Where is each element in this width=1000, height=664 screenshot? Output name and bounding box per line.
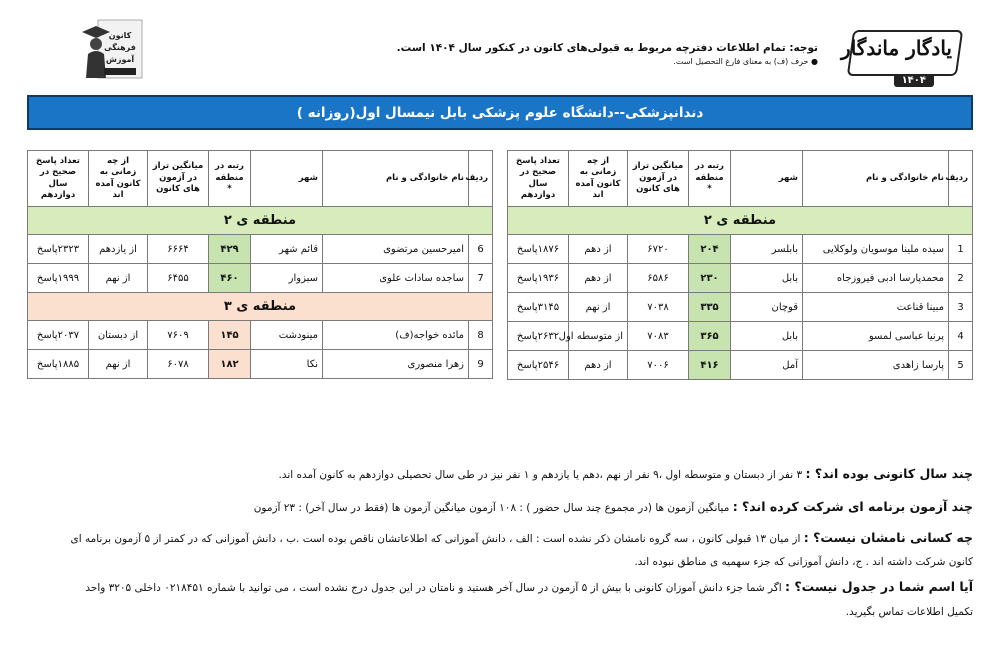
correct-answers: ۱۸۸۵پاسخ: [28, 350, 89, 379]
student-name: پارسا زاهدی: [803, 351, 949, 380]
row-number: 8: [469, 321, 493, 350]
brand-logo-year: ۱۴۰۴: [894, 74, 934, 87]
correct-answers: ۳۱۴۵پاسخ: [508, 293, 569, 322]
joined-since: از دهم: [569, 351, 628, 380]
row-number: 7: [469, 264, 493, 293]
row-number: 5: [949, 351, 973, 380]
info-question: چه کسانی نامشان نیست؟ :: [803, 530, 973, 545]
city: قائم شهر: [251, 235, 323, 264]
correct-answers: ۲۳۲۳پاسخ: [28, 235, 89, 264]
results-table-right: [507, 150, 973, 380]
correct-answers: ۲۶۳۲پاسخ: [508, 322, 569, 351]
kanoon-logo: [80, 18, 150, 80]
row-number: 1: [949, 235, 973, 264]
header-note: توجه: تمام اطلاعات دفترچه مربوط به قبولی‌های کانون در کنکور سال ۱۴۰۴ است.: [396, 42, 818, 54]
row-number: 2: [949, 264, 973, 293]
average-score: ۶۶۶۴: [148, 235, 209, 264]
city: مینودشت: [251, 321, 323, 350]
info-missing: [27, 530, 973, 545]
correct-answers: ۱۸۷۶پاسخ: [508, 235, 569, 264]
average-score: ۶۷۲۰: [628, 235, 689, 264]
col-avg: میانگین تراز در آزمون های کانون: [148, 151, 209, 207]
col-since: از چه زمانی به کانون آمده اند: [89, 151, 148, 207]
info-question: چند سال کانونی بوده اند؟ :: [805, 466, 973, 481]
student-name: مائده خواجه(ف): [323, 321, 469, 350]
average-score: ۶۴۵۵: [148, 264, 209, 293]
svg-text:آموزش: آموزش: [105, 55, 135, 64]
rank: ۴۶۰: [209, 264, 251, 293]
city: نکا: [251, 350, 323, 379]
rank: ۲۳۰: [689, 264, 731, 293]
info-question: آیا اسم شما در جدول نیست؟ :: [785, 579, 973, 594]
rank: ۲۰۴: [689, 235, 731, 264]
table-row: [28, 264, 493, 293]
correct-answers: ۱۹۹۹پاسخ: [28, 264, 89, 293]
city: آمل: [731, 351, 803, 380]
city: بابل: [731, 264, 803, 293]
region-row: [28, 207, 493, 235]
col-since: از چه زمانی به کانون آمده اند: [569, 151, 628, 207]
page-title: دندانپزشکی--دانشگاه علوم پزشکی بابل نیمسال اول(روزانه ): [296, 104, 704, 121]
table-row: [28, 350, 493, 379]
svg-text:کانون: کانون: [108, 31, 132, 40]
col-row: ردیف: [469, 151, 493, 207]
correct-answers: ۲۵۴۶پاسخ: [508, 351, 569, 380]
info-question: چند آزمون برنامه ای شرکت کرده اند؟ :: [732, 499, 973, 514]
title-bar: [27, 95, 973, 130]
info-contact: [27, 579, 973, 594]
average-score: ۷۶۰۹: [148, 321, 209, 350]
student-name: ساجده سادات علوی: [323, 264, 469, 293]
col-city: شهر: [251, 151, 323, 207]
info-exams: [27, 499, 973, 514]
city: بابل: [731, 322, 803, 351]
info-answer: اگر شما جزء دانش آموزان کانونی با بیش از ۵ آزمون در سال آخر هستید و نامتان در این جدول درج نشده است ، می توانید با شماره ۰۲۱۸۴۵۱ داخلی ۳۲۰۵ واحد: [85, 582, 782, 594]
col-rank: رتبه در منطقه *: [689, 151, 731, 207]
info-contact-cont: [27, 606, 973, 618]
rank: ۱۸۲: [209, 350, 251, 379]
region-row: [28, 293, 493, 321]
table-row: [508, 351, 973, 380]
rank: ۳۳۵: [689, 293, 731, 322]
city: قوچان: [731, 293, 803, 322]
joined-since: از دهم: [569, 235, 628, 264]
rank: ۳۶۵: [689, 322, 731, 351]
svg-text:فرهنگی: فرهنگی: [104, 43, 136, 52]
region-row: [508, 207, 973, 235]
student-name: سیده ملینا موسویان ولوکلایی: [803, 235, 949, 264]
student-name: مبینا قناعت: [803, 293, 949, 322]
col-answers: تعداد پاسخ صحیح در سال دوازدهم: [508, 151, 569, 207]
yadegar-mandegar-logo: [841, 30, 960, 88]
col-city: شهر: [731, 151, 803, 207]
table-row: [508, 322, 973, 351]
rank: ۱۴۵: [209, 321, 251, 350]
results-table-left: [27, 150, 493, 379]
region-label: منطقه ی ۲: [508, 207, 973, 235]
col-answers: تعداد پاسخ صحیح در سال دوازدهم: [28, 151, 89, 207]
average-score: ۷۰۰۶: [628, 351, 689, 380]
col-name: نام خانوادگی و نام: [803, 151, 949, 207]
average-score: ۶۰۷۸: [148, 350, 209, 379]
col-name: نام خانوادگی و نام: [323, 151, 469, 207]
info-missing-cont: [27, 556, 973, 568]
average-score: ۷۰۳۸: [628, 293, 689, 322]
col-row: ردیف: [949, 151, 973, 207]
col-rank: رتبه در منطقه *: [209, 151, 251, 207]
info-answer: از میان ۱۳ قبولی کانون ، سه گروه نامشان ذکر نشده است : الف ، دانش آموزانی که اطلاعاتشان ناقص بوده است .ب ، دانش آموزانی که در کمتر از ۵ آزمون برنامه ای: [70, 533, 801, 545]
table-row: [28, 321, 493, 350]
header-subnote: ● حرف (ف) به معنای فارغ التحصیل است.: [673, 57, 818, 66]
table-row: [28, 235, 493, 264]
correct-answers: ۱۹۳۶پاسخ: [508, 264, 569, 293]
info-answer: ۳ نفر از دبستان و متوسطه اول ،۹ نفر از نهم ،دهم یا یازدهم و ۱ نفر نیز در طی سال تحصیلی دوازدهم به کانون آمده اند.: [278, 469, 803, 481]
row-number: 6: [469, 235, 493, 264]
info-answer: کانون شرکت داشته اند . ج، دانش آموزانی که جزء سهمیه ی مناطق نبوده اند.: [634, 556, 973, 568]
student-name: امیرحسین مرتضوی: [323, 235, 469, 264]
joined-since: از متوسطه اول: [569, 322, 628, 351]
joined-since: از یازدهم: [89, 235, 148, 264]
row-number: 4: [949, 322, 973, 351]
joined-since: از دبستان: [89, 321, 148, 350]
joined-since: از نهم: [89, 350, 148, 379]
brand-logo-text: یادگار ماندگار: [841, 36, 952, 60]
student-name: پرنیا عباسی لمسو: [803, 322, 949, 351]
col-avg: میانگین تراز در آزمون های کانون: [628, 151, 689, 207]
info-years: [27, 466, 973, 481]
correct-answers: ۲۰۳۷پاسخ: [28, 321, 89, 350]
student-name: زهرا منصوری: [323, 350, 469, 379]
joined-since: از دهم: [569, 264, 628, 293]
region-label: منطقه ی ۲: [28, 207, 493, 235]
average-score: ۶۵۸۶: [628, 264, 689, 293]
rank: ۴۱۶: [689, 351, 731, 380]
rank: ۴۲۹: [209, 235, 251, 264]
info-answer: میانگین آزمون ها (در مجموع چند سال حضور ) : ۱۰۸ آزمون میانگین آزمون ها (فقط در سال آخر) : ۲۳ آزمون: [253, 502, 730, 514]
table-row: [508, 293, 973, 322]
joined-since: از نهم: [569, 293, 628, 322]
row-number: 9: [469, 350, 493, 379]
region-label: منطقه ی ۳: [28, 293, 493, 321]
table-row: [508, 235, 973, 264]
city: سبزوار: [251, 264, 323, 293]
row-number: 3: [949, 293, 973, 322]
joined-since: از نهم: [89, 264, 148, 293]
student-name: محمدپارسا ادبی فیروزجاه: [803, 264, 949, 293]
city: بابلسر: [731, 235, 803, 264]
info-answer: تکمیل اطلاعات تماس بگیرید.: [845, 606, 973, 618]
average-score: ۷۰۸۳: [628, 322, 689, 351]
table-row: [508, 264, 973, 293]
